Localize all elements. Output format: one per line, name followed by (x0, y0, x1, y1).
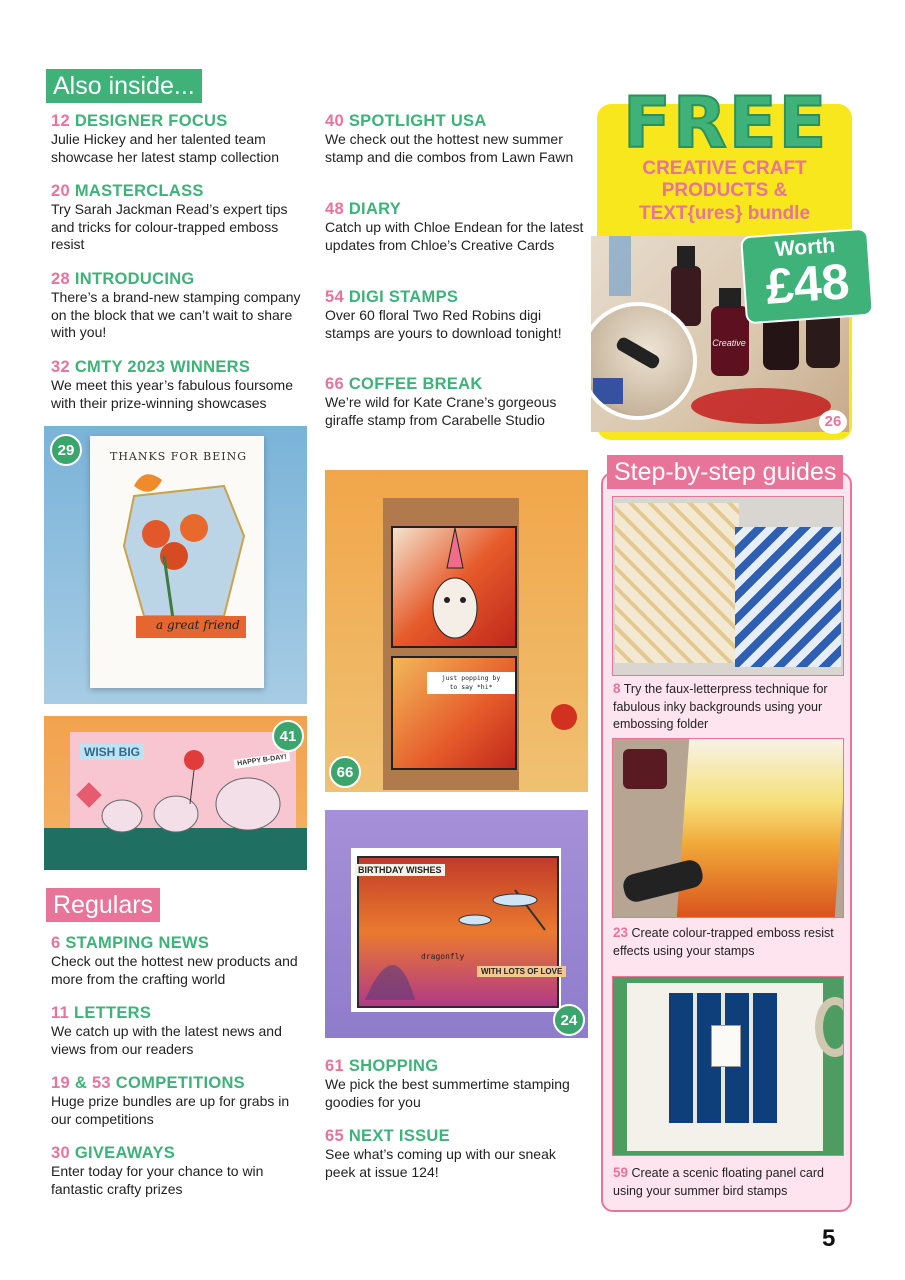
card-photo-wish-big (44, 716, 307, 870)
free-line-3: TEXT{ures} bundle (638, 203, 811, 224)
entry-title: DIARY (348, 200, 402, 218)
entry-stamping-news (51, 934, 313, 988)
guide-caption-23 (613, 924, 845, 960)
cream-panel (615, 503, 739, 663)
free-gift-box (597, 82, 852, 440)
with-lots-of-love-label: WITH LOTS OF LOVE (477, 966, 566, 977)
entry-description: We meet this year’s fabulous foursome with their prize-winning showcases (51, 377, 294, 411)
entry-page-number: 28 (51, 270, 70, 288)
free-line-2: PRODUCTS & (661, 180, 788, 201)
step-guides-heading: Step-by-step guides (607, 455, 843, 489)
entry-page-number: 66 (325, 375, 344, 393)
entry-introducing (51, 270, 313, 342)
entry-digi-stamps (325, 288, 587, 342)
entry-description: We catch up with the latest news and views from our readers (51, 1023, 282, 1057)
berries (551, 704, 577, 730)
guide-caption-8 (613, 680, 845, 734)
entry-competitions (51, 1074, 313, 1128)
entry-title: LETTERS (73, 1004, 152, 1022)
entry-spotlight-usa (325, 112, 587, 166)
guide-photo-floating-panel (612, 976, 844, 1156)
entry-page-number: 48 (325, 200, 344, 218)
entry-title: DIGI STAMPS (348, 288, 459, 306)
entry-page-number-2: 53 (91, 1074, 111, 1092)
entry-page-number: 40 (325, 112, 344, 130)
card-photo-birthday-wishes (325, 810, 588, 1038)
entry-page-number: 61 (325, 1057, 344, 1075)
entry-description: We check out the hottest new summer stamp and die combos from Lawn Fawn (325, 131, 574, 165)
tag-label-line-1: just popping by (441, 674, 501, 682)
free-headline: FREE (623, 82, 829, 164)
card-photo-thanks-for-being (44, 426, 307, 704)
entry-page-number: 19 (51, 1074, 70, 1092)
free-line-1: CREATIVE CRAFT (642, 158, 807, 179)
photo-badge-24: 24 (553, 1004, 585, 1036)
dragonfly-illustration (365, 870, 555, 1000)
entry-masterclass (51, 182, 313, 254)
entry-title: INTRODUCING (74, 270, 195, 288)
photo-badge-66: 66 (329, 756, 361, 788)
entry-description: Over 60 floral Two Red Robins digi stamps are yours to download tonight! (325, 307, 562, 341)
entry-designer-focus (51, 112, 313, 166)
entry-description: There’s a brand-new stamping company on the block that we can’t wait to share with you! (51, 289, 301, 340)
card-photo-giraffe-tag (325, 470, 588, 792)
guide-page-number: 59 (613, 1165, 629, 1180)
regulars-heading: Regulars (46, 888, 160, 922)
entry-title: SHOPPING (348, 1057, 439, 1075)
worth-price: £48 (763, 253, 852, 315)
guide-photo-letterpress (612, 496, 844, 676)
entry-shopping (325, 1057, 587, 1111)
entry-page-number: 20 (51, 182, 70, 200)
entry-diary (325, 200, 587, 254)
entry-coffee-break (325, 375, 587, 429)
flower-illustration (104, 466, 254, 676)
entry-description: See what’s coming up with our sneak peek at issue 124! (325, 1146, 556, 1180)
tag-label (427, 672, 515, 694)
entry-description: Try Sarah Jackman Read’s expert tips and tricks for colour-trapped emboss resist (51, 201, 288, 252)
guide-caption-59 (613, 1164, 845, 1200)
entry-title: COMPETITIONS (115, 1074, 245, 1092)
entry-page-number: 12 (51, 112, 70, 130)
entry-page-number: 6 (51, 934, 61, 952)
worth-label: Worth (774, 233, 836, 262)
entry-page-number: 54 (325, 288, 344, 306)
worth-badge (740, 228, 874, 325)
entry-page-number: 65 (325, 1127, 344, 1145)
birthday-wishes-label: BIRTHDAY WISHES (355, 864, 445, 876)
entry-page-number: 11 (51, 1004, 70, 1022)
entry-title: NEXT ISSUE (348, 1127, 450, 1145)
page-number: 5 (822, 1225, 836, 1252)
floating-panel (711, 1025, 741, 1067)
entry-title: MASTERCLASS (74, 182, 204, 200)
entry-letters (51, 1004, 313, 1058)
happy-bday-banner: HAPPY B-DAY! (234, 752, 291, 769)
entry-giveaways (51, 1144, 313, 1198)
photo-badge-29: 29 (50, 434, 82, 466)
entry-title: DESIGNER FOCUS (74, 112, 228, 130)
also-inside-heading: Also inside... (46, 69, 202, 103)
entry-title: GIVEAWAYS (74, 1144, 176, 1162)
free-page-number: 26 (819, 410, 847, 434)
card-script-text: a great friend (156, 618, 240, 632)
guide-description: Create colour-trapped emboss resist effects using your stamps (613, 926, 834, 958)
entry-title: STAMPING NEWS (65, 934, 210, 952)
entry-title: SPOTLIGHT USA (348, 112, 487, 130)
guide-page-number: 8 (613, 681, 621, 696)
wish-big-text: WISH BIG (80, 744, 144, 760)
entry-description: Catch up with Chloe Endean for the latest updates from Chloe’s Creative Cards (325, 219, 584, 253)
entry-title-amp: & (74, 1074, 88, 1092)
entry-next-issue (325, 1127, 587, 1181)
entry-title: COFFEE BREAK (348, 375, 483, 393)
guide-description: Create a scenic floating panel card using your summer bird stamps (613, 1166, 824, 1198)
entry-description: Enter today for your chance to win fantastic crafty prizes (51, 1163, 264, 1197)
photo-badge-41: 41 (272, 720, 304, 752)
entry-description: Check out the hottest new products and more from the crafting world (51, 953, 298, 987)
entry-title: CMTY 2023 WINNERS (74, 358, 251, 376)
bottle-label: Creative (712, 338, 746, 348)
entry-description: Huge prize bundles are up for grabs in our competitions (51, 1093, 290, 1127)
entry-description: We’re wild for Kate Crane’s gorgeous giraffe stamp from Carabelle Studio (325, 394, 557, 428)
guide-photo-emboss-resist (612, 738, 844, 918)
entry-description: Julie Hickey and her talented team showcase her latest stamp collection (51, 131, 279, 165)
blue-panel (735, 527, 841, 667)
entry-cmty-winners (51, 358, 313, 412)
entry-page-number: 30 (51, 1144, 70, 1162)
gradient-card (677, 739, 844, 917)
guide-page-number: 23 (613, 925, 629, 940)
entry-page-number: 32 (51, 358, 70, 376)
guide-description: Try the faux-letterpress technique for fabulous inky backgrounds using your embossing folder (613, 682, 828, 731)
entry-description: We pick the best summertime stamping goodies for you (325, 1076, 570, 1110)
card-text-thanks: THANKS FOR BEING (110, 450, 248, 463)
dragonfly-stamp-word: dragonfly (421, 952, 465, 961)
tag-label-line-2: to say *hi* (449, 683, 493, 691)
giraffe-illustration (415, 528, 495, 648)
ink-pad (623, 749, 667, 789)
